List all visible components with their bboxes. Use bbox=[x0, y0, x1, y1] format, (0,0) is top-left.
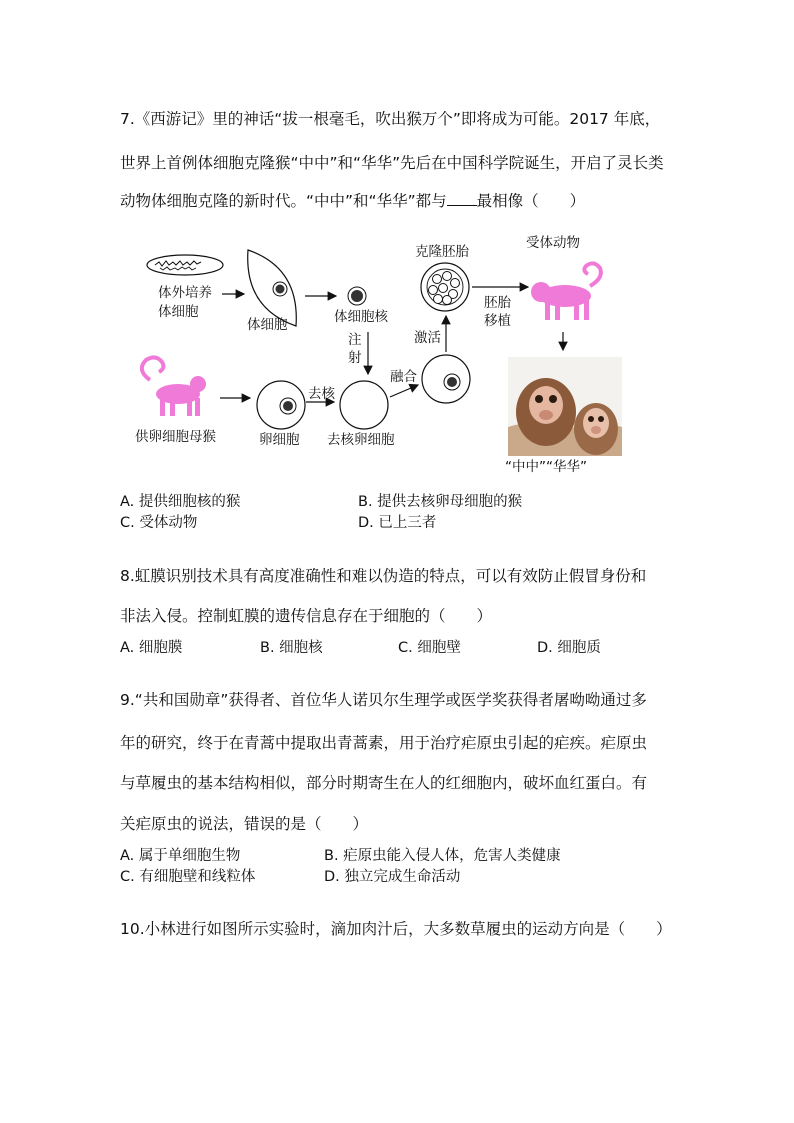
q9-line-1: 9.“共和国勋章”获得者、首位华人诺贝尔生理学或医学奖获得者屠呦呦通过多 bbox=[120, 691, 647, 709]
label-monkey-names: “中中”“华华” bbox=[505, 459, 587, 475]
q9-line-2: 年的研究，终于在青蒿中提取出青蒿素，用于治疗疟原虫引起的疟疾。疟原虫 bbox=[120, 734, 648, 752]
culture-dish-icon bbox=[147, 255, 223, 275]
label-somatic-cell-source: 体细胞 bbox=[158, 304, 199, 320]
q8-line-2: 非法入侵。控制虹膜的遗传信息存在于细胞的（ ） bbox=[120, 607, 493, 625]
label-recipient-animal: 受体动物 bbox=[526, 235, 580, 251]
q10-line-1: 10.小林进行如图所示实验时，滴加肉汁后，大多数草履虫的运动方向是（ ） bbox=[120, 920, 672, 938]
q8-line-1: 8.虹膜识别技术具有高度准确性和难以伪造的特点，可以有效防止假冒身份和 bbox=[120, 567, 647, 585]
q7-line-3-start: 动物体细胞克隆的新时代。“中中”和“华华”都与 bbox=[120, 192, 447, 210]
q8-option-a[interactable]: A. 细胞膜 bbox=[120, 640, 183, 656]
somatic-nucleus-icon bbox=[348, 287, 366, 305]
q7-option-c[interactable]: C. 受体动物 bbox=[120, 515, 198, 531]
cloned-embryo-icon bbox=[421, 263, 469, 311]
label-egg-donor: 供卵细胞母猴 bbox=[135, 429, 216, 445]
label-in-vitro-culture: 体外培养 bbox=[158, 285, 212, 301]
recipient-monkey-icon bbox=[531, 263, 601, 320]
label-activate: 激活 bbox=[414, 330, 441, 346]
label-somatic-nucleus: 体细胞核 bbox=[334, 309, 388, 325]
egg-donor-monkey-icon bbox=[142, 357, 206, 416]
label-transplant: 移植 bbox=[484, 313, 511, 329]
q8-option-b[interactable]: B. 细胞核 bbox=[260, 640, 323, 656]
cloned-monkeys-photo bbox=[508, 357, 622, 456]
fused-cell-icon bbox=[422, 355, 470, 403]
label-inject-2: 射 bbox=[348, 350, 362, 366]
egg-cell-icon bbox=[257, 381, 305, 429]
label-embryo: 胚胎 bbox=[484, 295, 511, 311]
label-fuse: 融合 bbox=[390, 369, 417, 385]
q7-line-2: 世界上首例体细胞克隆猴“中中”和“华华”先后在中国科学院诞生，开启了灵长类 bbox=[120, 154, 664, 172]
somatic-cell-icon bbox=[248, 250, 297, 326]
q8-option-c[interactable]: C. 细胞壁 bbox=[398, 640, 461, 656]
q9-option-b[interactable]: B. 疟原虫能入侵人体，危害人类健康 bbox=[324, 848, 561, 864]
q7-line-1: 7.《西游记》里的神话“拔一根毫毛，吹出猴万个”即将成为可能。2017 年底， bbox=[120, 110, 661, 128]
cloning-diagram bbox=[0, 0, 794, 480]
q7-option-d[interactable]: D. 已上三者 bbox=[358, 515, 437, 531]
q9-option-c[interactable]: C. 有细胞壁和线粒体 bbox=[120, 869, 256, 885]
label-inject-1: 注 bbox=[348, 332, 362, 348]
q9-line-4: 关疟原虫的说法，错误的是（ ） bbox=[120, 815, 369, 833]
label-somatic-cell: 体细胞 bbox=[247, 317, 288, 333]
q8-option-d[interactable]: D. 细胞质 bbox=[537, 640, 601, 656]
label-cloned-embryo: 克隆胚胎 bbox=[415, 244, 469, 260]
label-enucleated-egg: 去核卵细胞 bbox=[327, 432, 395, 448]
q7-line-3-end: 最相像（ ） bbox=[476, 192, 586, 210]
label-enucleate: 去核 bbox=[308, 386, 335, 402]
q9-option-d[interactable]: D. 独立完成生命活动 bbox=[324, 869, 461, 885]
q9-option-a[interactable]: A. 属于单细胞生物 bbox=[120, 848, 241, 864]
enucleated-egg-icon bbox=[340, 381, 388, 429]
q7-option-b[interactable]: B. 提供去核卵母细胞的猴 bbox=[358, 494, 523, 510]
q7-option-a[interactable]: A. 提供细胞核的猴 bbox=[120, 494, 241, 510]
q9-line-3: 与草履虫的基本结构相似，部分时期寄生在人的红细胞内，破坏血红蛋白。有 bbox=[120, 774, 648, 792]
label-egg-cell: 卵细胞 bbox=[259, 432, 300, 448]
